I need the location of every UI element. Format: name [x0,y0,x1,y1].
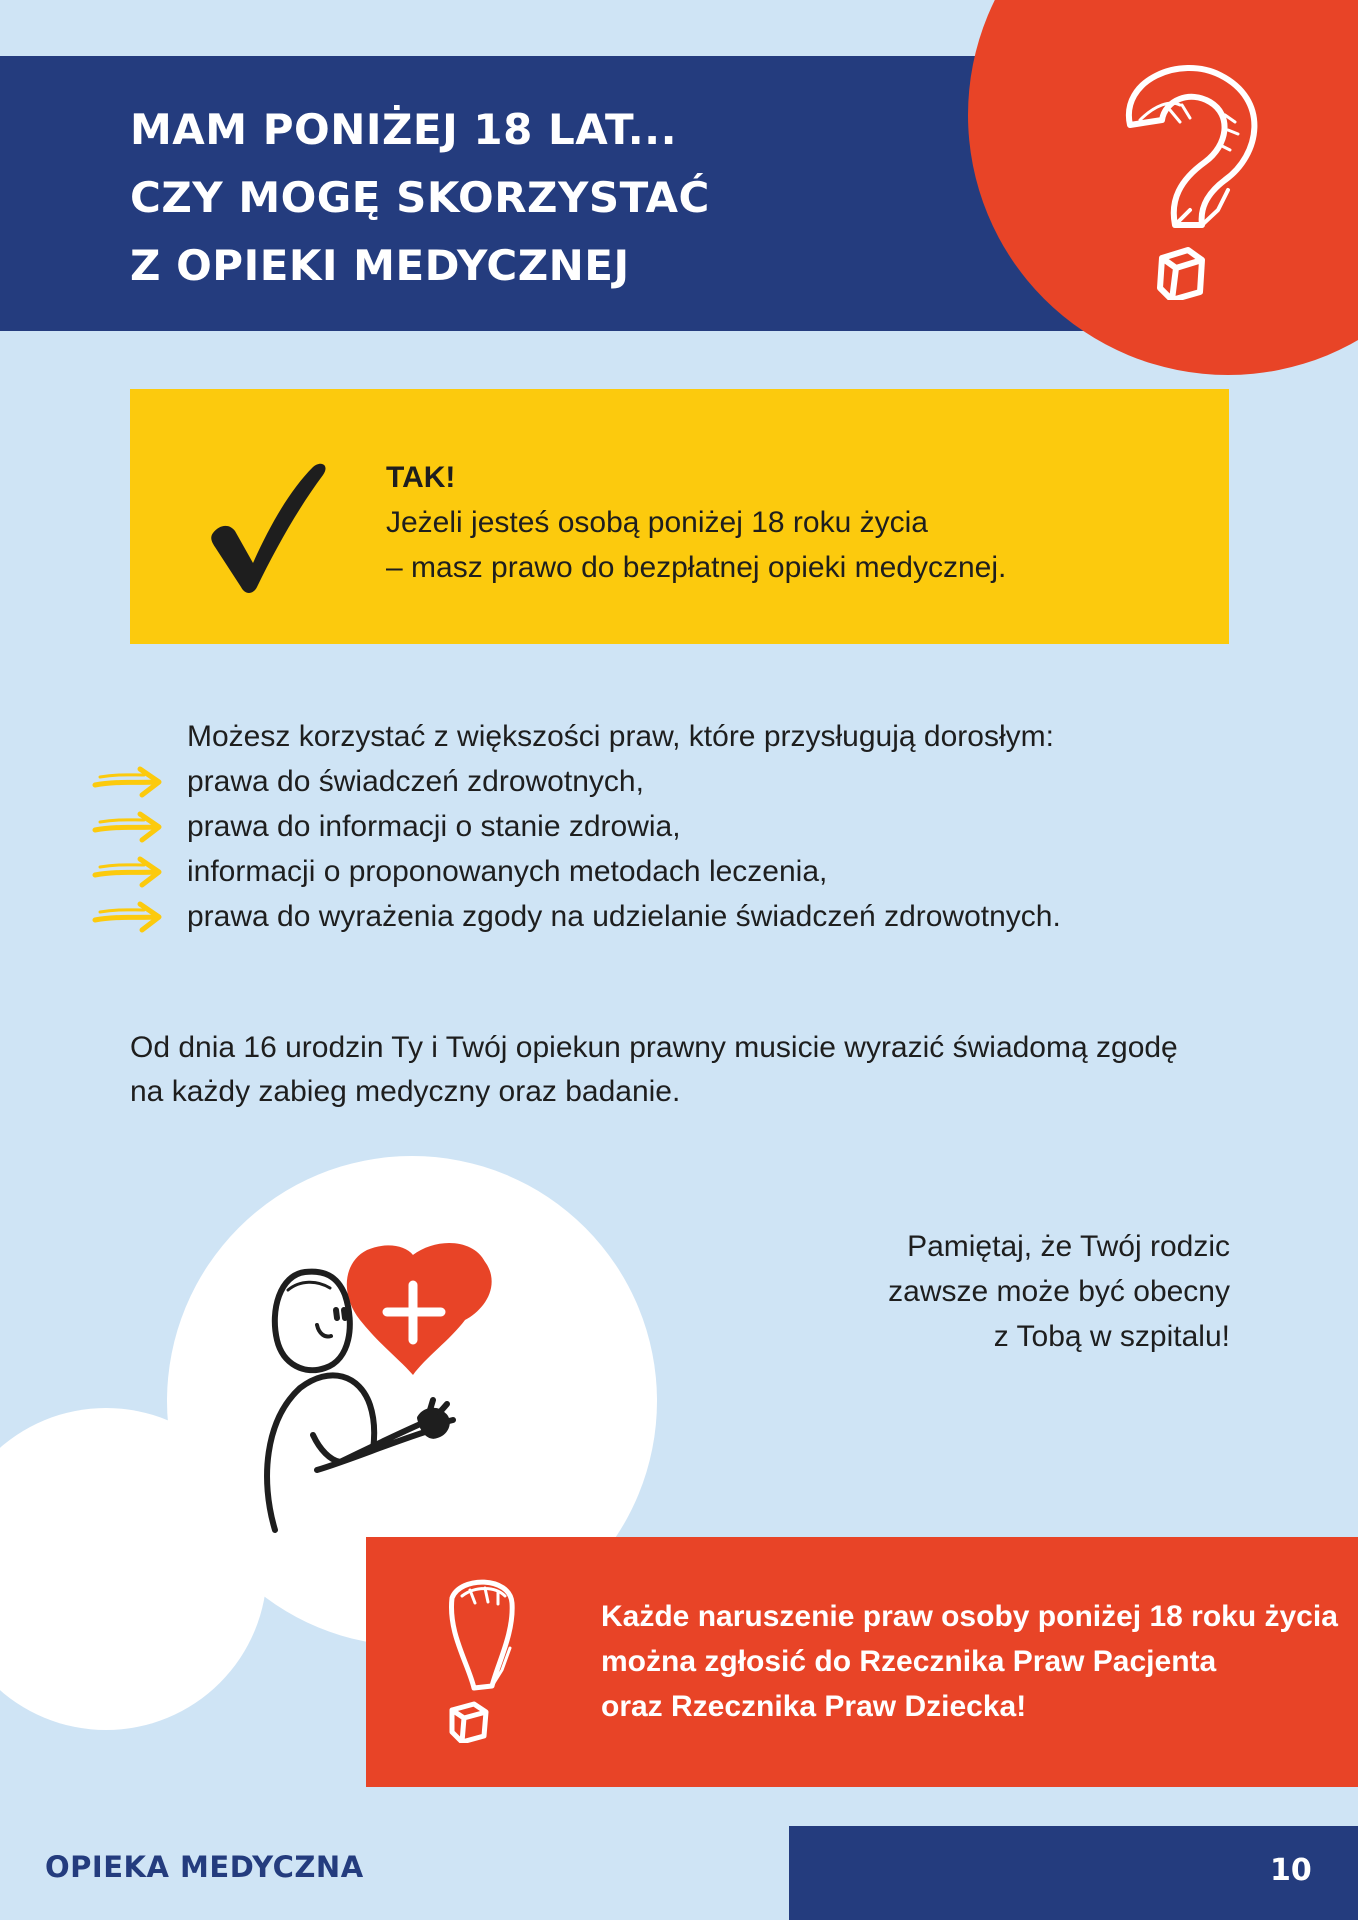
question-mark-icon [1110,60,1280,300]
list-item [92,759,1242,804]
person-holding-heart-illustration [255,1240,575,1540]
warning-text [601,1594,1341,1729]
answer-headline: TAK! [386,461,456,494]
arrow-right-icon [92,763,164,801]
rights-list [92,714,1242,939]
title-line: CZY MOGĘ SKORZYSTAĆ [130,173,710,222]
list-item [92,849,1242,894]
page-title [130,96,930,300]
warning-line: Każde naruszenie praw osoby poniżej 18 roku życia [601,1600,1338,1633]
answer-line: – masz prawo do bezpłatnej opieki medycznej. [386,551,1007,584]
exclamation-mark-icon [440,1578,520,1743]
answer-line: Jeżeli jesteś osobą poniżej 18 roku życia [386,506,928,539]
reminder-text [780,1224,1230,1359]
title-line: Z OPIEKI MEDYCZNEJ [130,241,630,290]
warning-line: oraz Rzecznika Praw Dziecka! [601,1690,1027,1723]
reminder-line: z Tobą w szpitalu! [993,1320,1230,1353]
arrow-right-icon [92,898,164,936]
list-item-text: prawa do świadczeń zdrowotnych, [187,765,644,798]
arrow-right-icon [92,853,164,891]
list-item-text: prawa do wyrażenia zgody na udzielanie świadczeń zdrowotnych. [187,900,1061,933]
footer-section-label: OPIEKA MEDYCZNA [45,1850,364,1884]
consent-line: na każdy zabieg medyczny oraz badanie. [130,1075,681,1108]
title-line: MAM PONIŻEJ 18 LAT... [130,105,678,154]
arrow-right-icon [92,808,164,846]
list-item-text: informacji o proponowanych metodach leczenia, [187,855,828,888]
consent-paragraph [130,1026,1230,1114]
list-item [92,804,1242,849]
check-icon [205,455,330,595]
rights-intro: Możesz korzystać z większości praw, które przysługują dorosłym: [187,720,1054,753]
list-item [92,894,1242,939]
answer-text [386,455,1006,590]
page-number: 10 [1270,1853,1312,1888]
reminder-line: zawsze może być obecny [888,1275,1230,1308]
consent-line: Od dnia 16 urodzin Ty i Twój opiekun prawny musicie wyrazić świadomą zgodę [130,1031,1178,1064]
reminder-line: Pamiętaj, że Twój rodzic [907,1230,1230,1263]
warning-line: można zgłosić do Rzecznika Praw Pacjenta [601,1645,1217,1678]
list-item-text: prawa do informacji o stanie zdrowia, [187,810,681,843]
